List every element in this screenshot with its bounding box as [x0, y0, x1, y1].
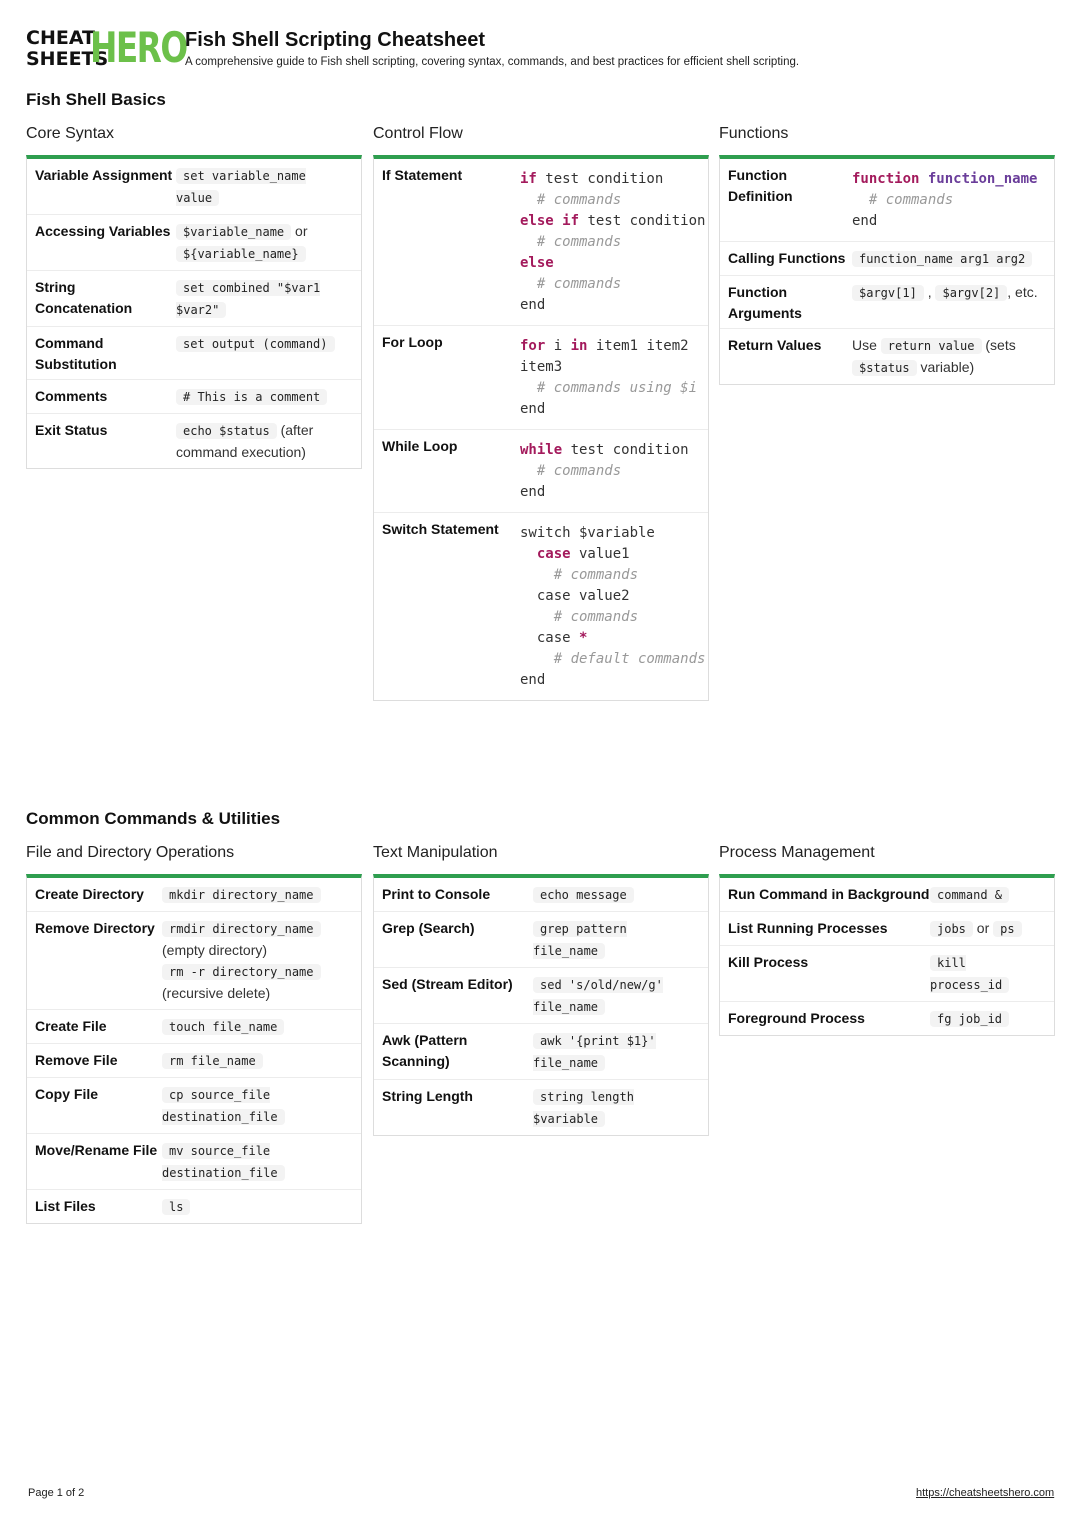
row-label: Comments	[35, 388, 108, 404]
code-snippet: set combined "$var1 $var2"	[176, 281, 321, 317]
row-label: Sed (Stream Editor)	[382, 976, 513, 992]
table-row	[374, 1024, 708, 1080]
code-snippet: rm -r directory_name	[162, 964, 321, 980]
code-keyword: else if	[520, 213, 580, 229]
row-label: String Length	[382, 1088, 473, 1104]
row-label: Function Definition	[728, 167, 793, 204]
code-keyword: *	[579, 630, 588, 646]
code-snippet: command &	[930, 887, 1009, 903]
code-block	[520, 519, 705, 695]
code-snippet: string length $variable	[533, 1090, 634, 1126]
code-keyword: function	[852, 171, 920, 187]
row-content	[162, 1050, 353, 1072]
card-title: File and Directory Operations	[26, 844, 235, 861]
code-text: i	[545, 338, 571, 354]
table-row	[374, 878, 708, 912]
row-content	[852, 248, 1046, 270]
code-block	[520, 165, 705, 320]
row-content	[533, 1086, 700, 1130]
code-snippet: $variable_name	[176, 224, 291, 240]
table-row	[374, 912, 708, 968]
code-block	[520, 332, 700, 424]
row-note: , etc.	[1007, 284, 1038, 300]
text-or: or	[976, 920, 990, 936]
row-note: ,	[927, 284, 932, 300]
code-snippet: # This is a comment	[176, 389, 327, 405]
code-snippet: $argv[2]	[935, 285, 1007, 301]
row-label: Switch Statement	[382, 521, 499, 537]
row-label: Variable Assignment	[35, 167, 173, 183]
row-label: Copy File	[35, 1086, 99, 1102]
row-content	[930, 884, 1046, 906]
row-label: While Loop	[382, 438, 458, 454]
row-content	[162, 1196, 353, 1218]
code-snippet: fg job_id	[930, 1011, 1009, 1027]
row-note: (sets	[985, 337, 1016, 353]
code-text: case	[520, 630, 580, 646]
code-text: end	[520, 401, 546, 417]
code-comment: # commands	[520, 192, 622, 208]
row-label: Create Directory	[35, 886, 144, 902]
row-label: Grep (Search)	[382, 920, 475, 936]
card-process-management	[719, 844, 1055, 1036]
table-row	[720, 878, 1054, 912]
code-text: value1	[570, 546, 630, 562]
table-row	[27, 1010, 361, 1044]
row-content	[533, 884, 700, 906]
card-functions	[719, 125, 1055, 385]
row-content	[176, 165, 353, 209]
card-title: Text Manipulation	[373, 844, 498, 861]
table-row	[720, 276, 1054, 329]
code-text: test condition	[562, 442, 689, 458]
row-content	[176, 386, 353, 408]
row-content	[930, 1008, 1046, 1030]
row-label: Remove Directory	[35, 920, 155, 936]
row-label: Awk (Pattern Scanning)	[382, 1032, 468, 1069]
row-content	[852, 282, 1046, 323]
code-text: item1 item2	[587, 338, 689, 354]
row-note: (recursive delete)	[162, 985, 271, 1001]
row-content	[162, 884, 353, 906]
table-row	[27, 327, 361, 380]
code-comment: # default commands	[520, 651, 706, 667]
table-row	[27, 159, 361, 215]
row-content	[852, 335, 1046, 379]
row-label: List Running Processes	[728, 920, 888, 936]
card-body	[719, 874, 1055, 1036]
row-content	[176, 420, 353, 463]
row-content	[176, 333, 353, 374]
code-comment: # commands	[520, 463, 622, 479]
card-core-syntax	[26, 125, 362, 469]
code-snippet: ps	[993, 921, 1021, 937]
code-keyword: if	[520, 171, 537, 187]
row-label: Return Values	[728, 337, 822, 353]
row-content	[162, 1084, 353, 1128]
code-snippet: echo message	[533, 887, 634, 903]
row-label: Calling Functions	[728, 250, 846, 266]
row-label: Remove File	[35, 1052, 118, 1068]
code-snippet: mkdir directory_name	[162, 887, 321, 903]
table-row	[27, 1078, 361, 1134]
code-comment: # commands using $i	[520, 380, 698, 396]
page-title: Fish Shell Scripting Cheatsheet	[185, 29, 486, 51]
code-keyword: case	[536, 546, 571, 562]
card-body	[26, 155, 362, 469]
row-label: If Statement	[382, 167, 463, 183]
page-header	[26, 23, 1056, 76]
section-title-commands: Common Commands & Utilities	[26, 809, 281, 828]
code-snippet: echo $status	[176, 423, 277, 439]
code-snippet: function_name arg1 arg2	[852, 251, 1032, 267]
code-keyword: else	[520, 255, 554, 271]
row-label: Foreground Process	[728, 1010, 865, 1026]
row-label: Run Command in Background	[728, 886, 930, 902]
code-snippet: ls	[162, 1199, 190, 1215]
code-snippet: touch file_name	[162, 1019, 284, 1035]
row-label: For Loop	[382, 334, 443, 350]
card-body	[26, 874, 362, 1224]
table-row	[27, 215, 361, 271]
row-label: Exit Status	[35, 422, 108, 438]
logo-sheets: SHEETS	[26, 48, 109, 70]
row-note: Use	[852, 337, 877, 353]
table-row	[374, 326, 708, 430]
table-row	[27, 271, 361, 327]
card-title: Control Flow	[373, 125, 463, 142]
page-subtitle: A comprehensive guide to Fish shell scripting, covering syntax, commands, and best practices for efficient shell scripting.	[185, 56, 800, 68]
table-row	[27, 1044, 361, 1078]
row-content	[533, 1030, 700, 1074]
code-comment: # commands	[520, 234, 622, 250]
table-row	[27, 380, 361, 414]
code-snippet: sed 's/old/new/g' file_name	[533, 978, 663, 1014]
table-row	[374, 968, 708, 1024]
row-content	[162, 918, 353, 1004]
row-content	[533, 918, 700, 962]
table-row	[27, 912, 361, 1010]
code-comment: # commands	[520, 609, 639, 625]
code-snippet: kill process_id	[930, 955, 1009, 993]
card-text-manipulation	[373, 844, 709, 1136]
row-content	[930, 952, 1046, 996]
table-row	[720, 242, 1054, 276]
table-row	[720, 946, 1054, 1002]
logo-cheat: CHEAT	[26, 27, 96, 49]
code-snippet: return value	[881, 338, 982, 354]
table-row	[720, 1002, 1054, 1035]
card-title: Process Management	[719, 844, 875, 861]
table-row	[27, 414, 361, 468]
table-row	[720, 329, 1054, 384]
code-text: end	[520, 484, 546, 500]
section-title-basics: Fish Shell Basics	[26, 90, 166, 109]
card-file-ops	[26, 844, 362, 1224]
row-label: Move/Rename File	[35, 1142, 158, 1158]
code-snippet: mv source_file destination_file	[162, 1143, 285, 1181]
code-snippet: ${variable_name}	[176, 246, 306, 262]
row-note: (after command execution)	[176, 422, 314, 460]
row-content	[162, 1140, 353, 1184]
row-label: String Concatenation	[35, 279, 133, 316]
code-function-name: function_name	[919, 171, 1038, 187]
row-content	[176, 277, 353, 321]
row-label: Create File	[35, 1018, 107, 1034]
code-text: switch $variable	[520, 525, 655, 541]
table-row	[27, 878, 361, 912]
code-snippet: cp source_file destination_file	[162, 1087, 285, 1125]
row-content	[533, 974, 700, 1018]
code-snippet: rm file_name	[162, 1053, 263, 1069]
code-snippet: rmdir directory_name	[162, 921, 321, 937]
row-content	[930, 918, 1046, 940]
code-keyword: while	[520, 442, 563, 458]
code-snippet: grep pattern file_name	[533, 922, 627, 958]
row-note: variable)	[920, 359, 975, 375]
row-label: Print to Console	[382, 886, 491, 902]
code-text: end	[520, 297, 546, 313]
row-label: Function Arguments	[728, 284, 802, 321]
row-label: Kill Process	[728, 954, 809, 970]
row-label: Accessing Variables	[35, 223, 171, 239]
card-control-flow	[373, 125, 709, 701]
text-or: or	[295, 223, 308, 239]
table-row	[374, 513, 708, 700]
page-number: Page 1 of 2	[28, 1487, 85, 1499]
table-row	[374, 1080, 708, 1135]
table-row	[374, 430, 708, 513]
code-snippet: set output (command)	[176, 336, 335, 352]
code-text: test condition	[536, 171, 664, 187]
row-note: (empty directory)	[162, 942, 268, 958]
card-title: Core Syntax	[26, 125, 115, 142]
code-comment: # commands	[520, 276, 622, 292]
table-row	[27, 1134, 361, 1190]
code-snippet: awk '{print $1}' file_name	[533, 1034, 656, 1070]
logo-hero: HERO	[90, 23, 187, 72]
card-body	[719, 155, 1055, 385]
row-content	[162, 1016, 353, 1038]
row-label: Command Substitution	[35, 335, 117, 372]
table-row	[374, 159, 708, 326]
code-snippet: $argv[1]	[852, 285, 924, 301]
table-row	[27, 1190, 361, 1223]
code-text: case value2	[520, 588, 630, 604]
row-label: List Files	[35, 1198, 96, 1214]
code-text: end	[520, 672, 546, 688]
code-comment: # commands	[852, 192, 954, 208]
code-snippet: $status	[852, 360, 917, 376]
table-row	[720, 159, 1054, 242]
code-snippet: jobs	[930, 921, 973, 937]
code-block	[520, 436, 700, 507]
code-keyword: in	[570, 338, 588, 354]
code-text: item3	[520, 359, 563, 375]
code-text: test condition	[579, 213, 706, 229]
card-title: Functions	[719, 125, 789, 142]
code-comment: # commands	[520, 567, 639, 583]
table-row	[720, 912, 1054, 946]
site-link[interactable]: https://cheatsheetshero.com	[916, 1487, 1055, 1499]
row-content	[176, 221, 353, 265]
cheatsheets-hero-logo[interactable]	[26, 23, 187, 72]
code-block	[852, 165, 1046, 236]
code-text: end	[852, 213, 878, 229]
code-keyword: for	[520, 338, 546, 354]
card-body	[373, 874, 709, 1136]
code-snippet: set variable_name value	[176, 169, 306, 205]
card-body	[373, 155, 709, 701]
